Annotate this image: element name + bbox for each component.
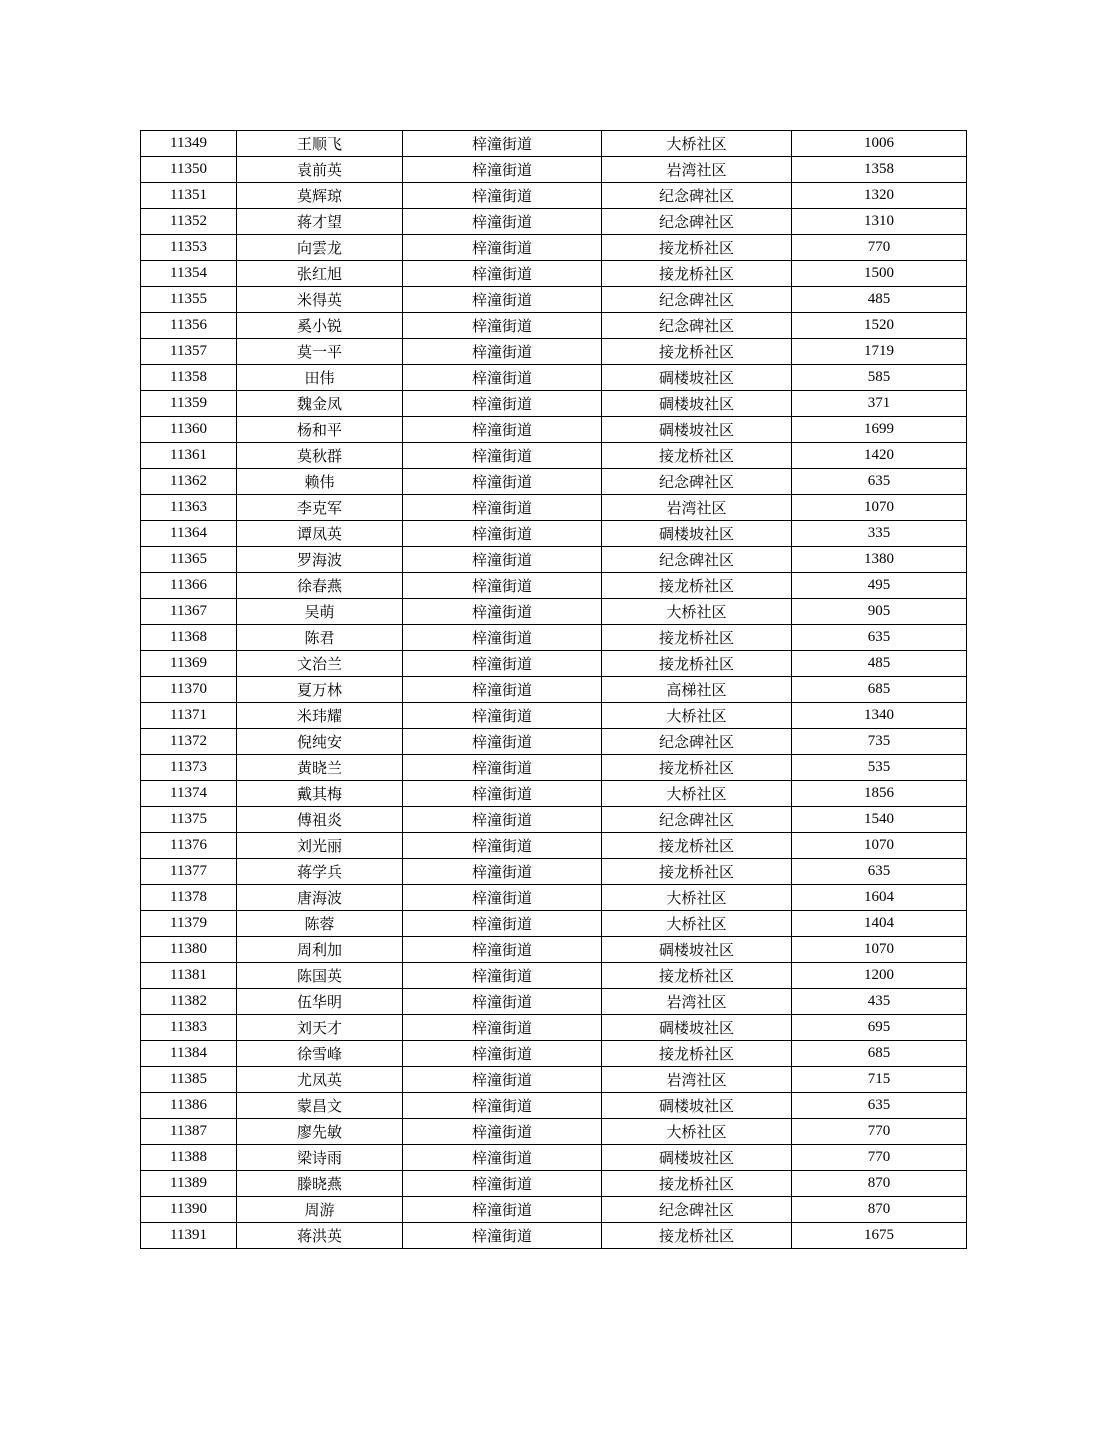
cell-street: 梓潼街道 — [403, 261, 602, 287]
cell-street: 梓潼街道 — [403, 417, 602, 443]
table-row — [141, 1171, 967, 1197]
table-row — [141, 1119, 967, 1145]
cell-name: 罗海波 — [237, 547, 403, 573]
cell-id: 11382 — [141, 989, 237, 1015]
cell-id: 11389 — [141, 1171, 237, 1197]
cell-amount: 335 — [792, 521, 967, 547]
cell-community: 接龙桥社区 — [602, 443, 792, 469]
cell-name: 米得英 — [237, 287, 403, 313]
cell-street: 梓潼街道 — [403, 495, 602, 521]
cell-amount: 1604 — [792, 885, 967, 911]
cell-street: 梓潼街道 — [403, 209, 602, 235]
cell-amount: 1200 — [792, 963, 967, 989]
cell-amount: 535 — [792, 755, 967, 781]
cell-community: 高梯社区 — [602, 677, 792, 703]
cell-community: 接龙桥社区 — [602, 235, 792, 261]
cell-amount: 695 — [792, 1015, 967, 1041]
cell-amount: 485 — [792, 287, 967, 313]
cell-name: 魏金凤 — [237, 391, 403, 417]
cell-id: 11380 — [141, 937, 237, 963]
cell-name: 杨和平 — [237, 417, 403, 443]
table-row — [141, 313, 967, 339]
cell-amount: 715 — [792, 1067, 967, 1093]
cell-street: 梓潼街道 — [403, 599, 602, 625]
cell-amount: 1420 — [792, 443, 967, 469]
table-row — [141, 261, 967, 287]
cell-name: 徐春燕 — [237, 573, 403, 599]
cell-amount: 870 — [792, 1171, 967, 1197]
cell-street: 梓潼街道 — [403, 677, 602, 703]
table-row — [141, 989, 967, 1015]
cell-community: 碉楼坡社区 — [602, 365, 792, 391]
cell-id: 11359 — [141, 391, 237, 417]
cell-id: 11369 — [141, 651, 237, 677]
cell-id: 11355 — [141, 287, 237, 313]
cell-name: 赖伟 — [237, 469, 403, 495]
cell-name: 倪纯安 — [237, 729, 403, 755]
cell-community: 大桥社区 — [602, 781, 792, 807]
cell-street: 梓潼街道 — [403, 755, 602, 781]
cell-community: 大桥社区 — [602, 131, 792, 157]
cell-community: 接龙桥社区 — [602, 1171, 792, 1197]
cell-community: 大桥社区 — [602, 703, 792, 729]
table-row — [141, 1145, 967, 1171]
cell-street: 梓潼街道 — [403, 1145, 602, 1171]
cell-id: 11364 — [141, 521, 237, 547]
cell-amount: 1675 — [792, 1223, 967, 1249]
cell-name: 莫一平 — [237, 339, 403, 365]
cell-id: 11360 — [141, 417, 237, 443]
cell-amount: 1070 — [792, 937, 967, 963]
cell-community: 接龙桥社区 — [602, 625, 792, 651]
cell-name: 莫辉琼 — [237, 183, 403, 209]
cell-name: 刘天才 — [237, 1015, 403, 1041]
cell-community: 岩湾社区 — [602, 989, 792, 1015]
cell-amount: 1340 — [792, 703, 967, 729]
cell-amount: 1699 — [792, 417, 967, 443]
cell-name: 唐海波 — [237, 885, 403, 911]
cell-street: 梓潼街道 — [403, 573, 602, 599]
cell-community: 接龙桥社区 — [602, 261, 792, 287]
cell-street: 梓潼街道 — [403, 287, 602, 313]
table-row — [141, 703, 967, 729]
cell-community: 岩湾社区 — [602, 495, 792, 521]
cell-street: 梓潼街道 — [403, 131, 602, 157]
cell-amount: 585 — [792, 365, 967, 391]
cell-street: 梓潼街道 — [403, 1223, 602, 1249]
cell-street: 梓潼街道 — [403, 547, 602, 573]
cell-id: 11385 — [141, 1067, 237, 1093]
table-row — [141, 599, 967, 625]
table-row — [141, 963, 967, 989]
cell-street: 梓潼街道 — [403, 885, 602, 911]
cell-community: 大桥社区 — [602, 599, 792, 625]
cell-community: 接龙桥社区 — [602, 833, 792, 859]
cell-street: 梓潼街道 — [403, 1197, 602, 1223]
cell-name: 夏万林 — [237, 677, 403, 703]
cell-name: 周游 — [237, 1197, 403, 1223]
cell-street: 梓潼街道 — [403, 235, 602, 261]
cell-community: 接龙桥社区 — [602, 339, 792, 365]
cell-community: 接龙桥社区 — [602, 1223, 792, 1249]
cell-amount: 1404 — [792, 911, 967, 937]
cell-street: 梓潼街道 — [403, 729, 602, 755]
table-row — [141, 365, 967, 391]
table-row — [141, 443, 967, 469]
cell-id: 11381 — [141, 963, 237, 989]
cell-amount: 1006 — [792, 131, 967, 157]
cell-street: 梓潼街道 — [403, 859, 602, 885]
cell-street: 梓潼街道 — [403, 781, 602, 807]
cell-street: 梓潼街道 — [403, 183, 602, 209]
cell-community: 接龙桥社区 — [602, 963, 792, 989]
cell-id: 11379 — [141, 911, 237, 937]
table-row — [141, 1067, 967, 1093]
cell-name: 文治兰 — [237, 651, 403, 677]
cell-id: 11349 — [141, 131, 237, 157]
cell-street: 梓潼街道 — [403, 521, 602, 547]
cell-amount: 635 — [792, 625, 967, 651]
cell-community: 岩湾社区 — [602, 157, 792, 183]
cell-community: 接龙桥社区 — [602, 573, 792, 599]
cell-street: 梓潼街道 — [403, 443, 602, 469]
cell-amount: 770 — [792, 235, 967, 261]
cell-amount: 770 — [792, 1145, 967, 1171]
table-row — [141, 885, 967, 911]
cell-name: 莫秋群 — [237, 443, 403, 469]
cell-name: 黄晓兰 — [237, 755, 403, 781]
cell-id: 11391 — [141, 1223, 237, 1249]
cell-id: 11388 — [141, 1145, 237, 1171]
table-row — [141, 417, 967, 443]
cell-name: 廖先敏 — [237, 1119, 403, 1145]
cell-id: 11351 — [141, 183, 237, 209]
table-row — [141, 677, 967, 703]
cell-amount: 735 — [792, 729, 967, 755]
table-row — [141, 1041, 967, 1067]
cell-id: 11390 — [141, 1197, 237, 1223]
cell-community: 纪念碑社区 — [602, 183, 792, 209]
cell-community: 接龙桥社区 — [602, 651, 792, 677]
table-row — [141, 183, 967, 209]
cell-name: 陈国英 — [237, 963, 403, 989]
cell-id: 11370 — [141, 677, 237, 703]
cell-id: 11357 — [141, 339, 237, 365]
cell-community: 接龙桥社区 — [602, 755, 792, 781]
cell-id: 11373 — [141, 755, 237, 781]
cell-name: 徐雪峰 — [237, 1041, 403, 1067]
cell-id: 11383 — [141, 1015, 237, 1041]
cell-community: 岩湾社区 — [602, 1067, 792, 1093]
cell-street: 梓潼街道 — [403, 1015, 602, 1041]
table-row — [141, 1223, 967, 1249]
cell-name: 傅祖炎 — [237, 807, 403, 833]
table-row — [141, 521, 967, 547]
cell-community: 纪念碑社区 — [602, 1197, 792, 1223]
cell-amount: 1856 — [792, 781, 967, 807]
cell-street: 梓潼街道 — [403, 911, 602, 937]
cell-name: 蒙昌文 — [237, 1093, 403, 1119]
cell-amount: 1719 — [792, 339, 967, 365]
cell-community: 纪念碑社区 — [602, 807, 792, 833]
cell-id: 11367 — [141, 599, 237, 625]
table-row — [141, 495, 967, 521]
cell-name: 袁前英 — [237, 157, 403, 183]
cell-community: 纪念碑社区 — [602, 469, 792, 495]
cell-community: 碉楼坡社区 — [602, 417, 792, 443]
cell-street: 梓潼街道 — [403, 989, 602, 1015]
records-table — [140, 130, 967, 1249]
cell-street: 梓潼街道 — [403, 1093, 602, 1119]
cell-street: 梓潼街道 — [403, 1119, 602, 1145]
cell-street: 梓潼街道 — [403, 651, 602, 677]
cell-name: 王顺飞 — [237, 131, 403, 157]
cell-street: 梓潼街道 — [403, 339, 602, 365]
table-row — [141, 547, 967, 573]
cell-street: 梓潼街道 — [403, 391, 602, 417]
cell-name: 陈蓉 — [237, 911, 403, 937]
cell-id: 11374 — [141, 781, 237, 807]
cell-name: 奚小锐 — [237, 313, 403, 339]
table-row — [141, 1015, 967, 1041]
cell-name: 李克军 — [237, 495, 403, 521]
cell-name: 蒋才望 — [237, 209, 403, 235]
cell-amount: 435 — [792, 989, 967, 1015]
cell-amount: 685 — [792, 677, 967, 703]
cell-name: 吴萌 — [237, 599, 403, 625]
cell-amount: 1358 — [792, 157, 967, 183]
cell-street: 梓潼街道 — [403, 1067, 602, 1093]
table-row — [141, 859, 967, 885]
cell-community: 接龙桥社区 — [602, 859, 792, 885]
cell-community: 碉楼坡社区 — [602, 521, 792, 547]
table-row — [141, 1093, 967, 1119]
cell-id: 11354 — [141, 261, 237, 287]
cell-street: 梓潼街道 — [403, 313, 602, 339]
table-row — [141, 755, 967, 781]
cell-name: 张红旭 — [237, 261, 403, 287]
cell-amount: 635 — [792, 859, 967, 885]
cell-street: 梓潼街道 — [403, 365, 602, 391]
cell-community: 大桥社区 — [602, 1119, 792, 1145]
cell-amount: 485 — [792, 651, 967, 677]
cell-amount: 635 — [792, 1093, 967, 1119]
cell-street: 梓潼街道 — [403, 469, 602, 495]
table-row — [141, 469, 967, 495]
cell-amount: 905 — [792, 599, 967, 625]
cell-community: 纪念碑社区 — [602, 313, 792, 339]
table-row — [141, 209, 967, 235]
cell-id: 11362 — [141, 469, 237, 495]
cell-name: 刘光丽 — [237, 833, 403, 859]
cell-id: 11387 — [141, 1119, 237, 1145]
table-row — [141, 781, 967, 807]
cell-community: 碉楼坡社区 — [602, 391, 792, 417]
cell-street: 梓潼街道 — [403, 1041, 602, 1067]
cell-id: 11366 — [141, 573, 237, 599]
cell-name: 滕晓燕 — [237, 1171, 403, 1197]
table-row — [141, 131, 967, 157]
cell-amount: 1380 — [792, 547, 967, 573]
cell-id: 11378 — [141, 885, 237, 911]
cell-amount: 1320 — [792, 183, 967, 209]
cell-id: 11361 — [141, 443, 237, 469]
cell-amount: 685 — [792, 1041, 967, 1067]
table-row — [141, 911, 967, 937]
table-row — [141, 287, 967, 313]
table-row — [141, 833, 967, 859]
cell-amount: 1500 — [792, 261, 967, 287]
cell-id: 11376 — [141, 833, 237, 859]
cell-amount: 1310 — [792, 209, 967, 235]
cell-name: 向雲龙 — [237, 235, 403, 261]
cell-street: 梓潼街道 — [403, 157, 602, 183]
cell-community: 碉楼坡社区 — [602, 1015, 792, 1041]
table-row — [141, 339, 967, 365]
cell-id: 11372 — [141, 729, 237, 755]
cell-street: 梓潼街道 — [403, 703, 602, 729]
cell-amount: 635 — [792, 469, 967, 495]
cell-street: 梓潼街道 — [403, 963, 602, 989]
cell-community: 碉楼坡社区 — [602, 1093, 792, 1119]
table-row — [141, 235, 967, 261]
cell-id: 11371 — [141, 703, 237, 729]
cell-id: 11350 — [141, 157, 237, 183]
cell-community: 纪念碑社区 — [602, 547, 792, 573]
cell-community: 接龙桥社区 — [602, 1041, 792, 1067]
cell-community: 纪念碑社区 — [602, 729, 792, 755]
cell-street: 梓潼街道 — [403, 807, 602, 833]
cell-id: 11365 — [141, 547, 237, 573]
cell-community: 大桥社区 — [602, 885, 792, 911]
cell-id: 11352 — [141, 209, 237, 235]
table-row — [141, 1197, 967, 1223]
cell-amount: 1070 — [792, 833, 967, 859]
table-row — [141, 937, 967, 963]
cell-name: 梁诗雨 — [237, 1145, 403, 1171]
cell-id: 11386 — [141, 1093, 237, 1119]
cell-id: 11377 — [141, 859, 237, 885]
cell-name: 戴其梅 — [237, 781, 403, 807]
cell-community: 纪念碑社区 — [602, 287, 792, 313]
cell-community: 碉楼坡社区 — [602, 1145, 792, 1171]
cell-id: 11368 — [141, 625, 237, 651]
cell-name: 周利加 — [237, 937, 403, 963]
cell-street: 梓潼街道 — [403, 937, 602, 963]
cell-name: 米玮耀 — [237, 703, 403, 729]
cell-id: 11356 — [141, 313, 237, 339]
table-row — [141, 807, 967, 833]
cell-name: 尤凤英 — [237, 1067, 403, 1093]
records-table-body — [141, 131, 967, 1249]
cell-amount: 770 — [792, 1119, 967, 1145]
cell-id: 11358 — [141, 365, 237, 391]
table-row — [141, 729, 967, 755]
cell-street: 梓潼街道 — [403, 625, 602, 651]
cell-amount: 371 — [792, 391, 967, 417]
table-row — [141, 391, 967, 417]
cell-community: 大桥社区 — [602, 911, 792, 937]
table-row — [141, 651, 967, 677]
cell-amount: 1520 — [792, 313, 967, 339]
cell-street: 梓潼街道 — [403, 1171, 602, 1197]
cell-name: 谭凤英 — [237, 521, 403, 547]
cell-id: 11375 — [141, 807, 237, 833]
cell-street: 梓潼街道 — [403, 833, 602, 859]
cell-name: 蒋学兵 — [237, 859, 403, 885]
cell-amount: 870 — [792, 1197, 967, 1223]
cell-name: 伍华明 — [237, 989, 403, 1015]
cell-id: 11384 — [141, 1041, 237, 1067]
cell-id: 11353 — [141, 235, 237, 261]
cell-amount: 1070 — [792, 495, 967, 521]
table-row — [141, 573, 967, 599]
cell-id: 11363 — [141, 495, 237, 521]
cell-amount: 1540 — [792, 807, 967, 833]
table-row — [141, 625, 967, 651]
cell-name: 蒋洪英 — [237, 1223, 403, 1249]
cell-community: 纪念碑社区 — [602, 209, 792, 235]
cell-amount: 495 — [792, 573, 967, 599]
cell-community: 碉楼坡社区 — [602, 937, 792, 963]
table-row — [141, 157, 967, 183]
cell-name: 田伟 — [237, 365, 403, 391]
cell-name: 陈君 — [237, 625, 403, 651]
